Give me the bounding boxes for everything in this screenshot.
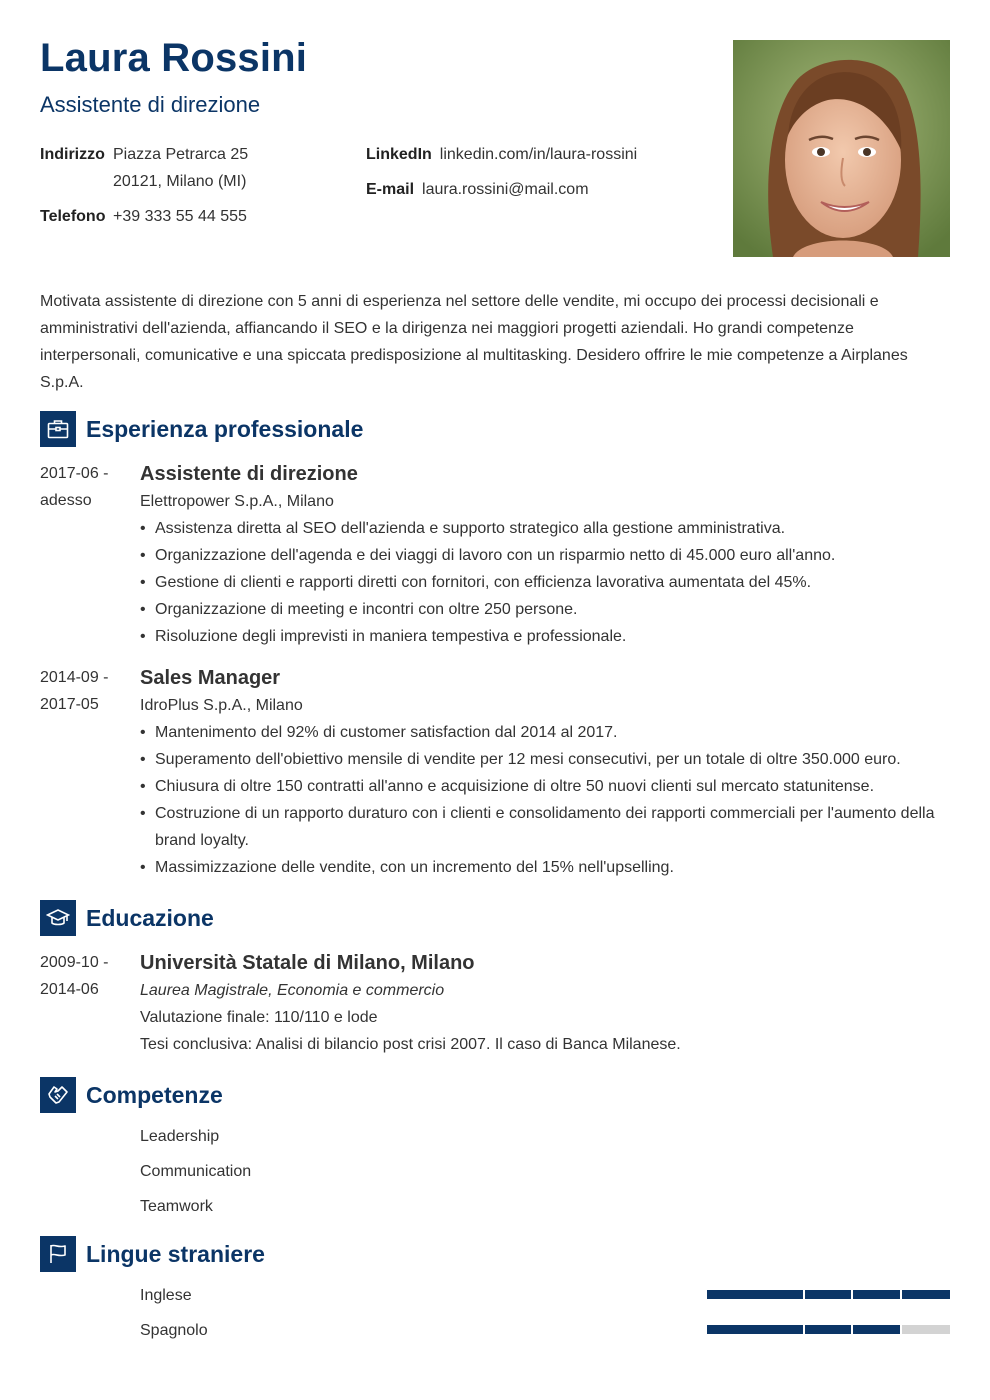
job-2-date-start: 2014-09 -	[40, 669, 109, 686]
email-label: E-mail	[366, 181, 415, 198]
language-2-name: Spagnolo	[140, 1322, 208, 1339]
education-heading: Educazione	[86, 904, 214, 931]
skill-item: Teamwork	[140, 1198, 213, 1215]
email-link[interactable]: laura.rossini@mail.com	[422, 181, 589, 198]
list-item: • Risoluzione degli imprevisti in maniera tempestiva e professionale.	[140, 623, 950, 650]
languages-section-header	[40, 1236, 265, 1272]
experience-heading: Esperienza professionale	[86, 415, 364, 442]
job-2-bullets	[140, 719, 950, 881]
briefcase-icon	[40, 411, 76, 447]
linkedin-block	[366, 146, 637, 164]
education-grade: Valutazione finale: 110/110 e lode	[140, 1009, 378, 1026]
list-item: • Mantenimento del 92% di customer satisfaction dal 2014 al 2017.	[140, 719, 950, 746]
email-block	[366, 181, 589, 199]
job-1-date-end: adesso	[40, 492, 92, 509]
job-2-date-end: 2017-05	[40, 696, 99, 713]
job-2-company: IdroPlus S.p.A., Milano	[140, 697, 303, 714]
candidate-name: Laura Rossini	[40, 36, 308, 80]
list-item: • Gestione di clienti e rapporti diretti con fornitori, con efficienza lavorativa aumentata del 45%.	[140, 569, 950, 596]
experience-section-header	[40, 411, 363, 447]
phone-label: Telefono	[40, 208, 106, 225]
address-line1: Piazza Petrarca 25	[113, 146, 249, 163]
handshake-icon	[40, 1077, 76, 1113]
job-1-date-start: 2017-06 -	[40, 465, 109, 482]
job-2-title: Sales Manager	[140, 667, 281, 689]
flag-icon	[40, 1236, 76, 1272]
language-2-level-bar	[707, 1325, 950, 1334]
education-degree: Laurea Magistrale, Economia e commercio	[140, 982, 445, 999]
phone-value: +39 333 55 44 555	[113, 208, 247, 225]
list-item: • Superamento dell'obiettivo mensile di vendite per 12 mesi consecutivi, per un totale di oltre 350.000 euro.	[140, 746, 950, 773]
phone-block	[40, 208, 247, 226]
profile-summary: Motivata assistente di direzione con 5 anni di esperienza nel settore delle vendite, mi occupo dei processi decisionali e amministrativi dell'azienda, affiancando il SEO e la dirigenza nei maggiori progetti aziendali. Ho grandi competenze interpersonali, comunicative e una spiccata predisposizione al multitasking. Desidero offrire le mie competenze a Airplanes S.p.A.	[40, 293, 908, 391]
list-item: • Organizzazione di meeting e incontri con oltre 250 persone.	[140, 596, 950, 623]
job-1	[140, 460, 950, 650]
list-item: • Costruzione di un rapporto duraturo con i clienti e consolidamento dei rapporti commerciali per l'aumento della brand loyalty.	[140, 800, 950, 854]
job-2	[140, 664, 950, 881]
skills-heading: Competenze	[86, 1081, 223, 1108]
education-section-header	[40, 900, 214, 936]
skill-item: Communication	[140, 1163, 252, 1180]
profile-photo	[733, 40, 950, 257]
list-item: • Chiusura di oltre 150 contratti all'anno e acquisizione di oltre 50 nuovi clienti sul mercato statunitense.	[140, 773, 950, 800]
education-date-end: 2014-06	[40, 981, 99, 998]
address-block	[40, 146, 248, 164]
linkedin-link[interactable]: linkedin.com/in/laura-rossini	[439, 146, 638, 163]
portrait-image	[733, 40, 950, 257]
list-item: • Organizzazione dell'agenda e dei viaggi di lavoro con un risparmio netto di 45.000 euro all'anno.	[140, 542, 950, 569]
job-1-company: Elettropower S.p.A., Milano	[140, 493, 334, 510]
list-item: • Assistenza diretta al SEO dell'azienda e supporto strategico alla gestione amministrativa.	[140, 515, 950, 542]
language-1-name: Inglese	[140, 1287, 192, 1304]
education-school: Università Statale di Milano, Milano	[140, 952, 475, 974]
job-2-dates	[40, 664, 130, 718]
education-date-start: 2009-10 -	[40, 954, 109, 971]
list-item: • Massimizzazione delle vendite, con un incremento del 15% nell'upselling.	[140, 854, 950, 881]
address-line2: 20121, Milano (MI)	[113, 173, 247, 190]
job-1-bullets	[140, 515, 950, 650]
languages-heading: Lingue straniere	[86, 1240, 265, 1267]
graduation-cap-icon	[40, 900, 76, 936]
job-1-dates	[40, 460, 130, 514]
education-dates	[40, 949, 130, 1003]
skill-item: Leadership	[140, 1128, 220, 1145]
education-thesis: Tesi conclusiva: Analisi di bilancio post crisi 2007. Il caso di Banca Milanese.	[140, 1036, 681, 1053]
address-label: Indirizzo	[40, 146, 105, 163]
skills-section-header	[40, 1077, 223, 1113]
job-title: Assistente di direzione	[40, 92, 261, 117]
linkedin-label: LinkedIn	[366, 146, 432, 163]
education-entry	[140, 949, 950, 1058]
language-1-level-bar	[707, 1290, 950, 1299]
job-1-title: Assistente di direzione	[140, 463, 358, 485]
language-1-level-fill	[707, 1290, 950, 1299]
